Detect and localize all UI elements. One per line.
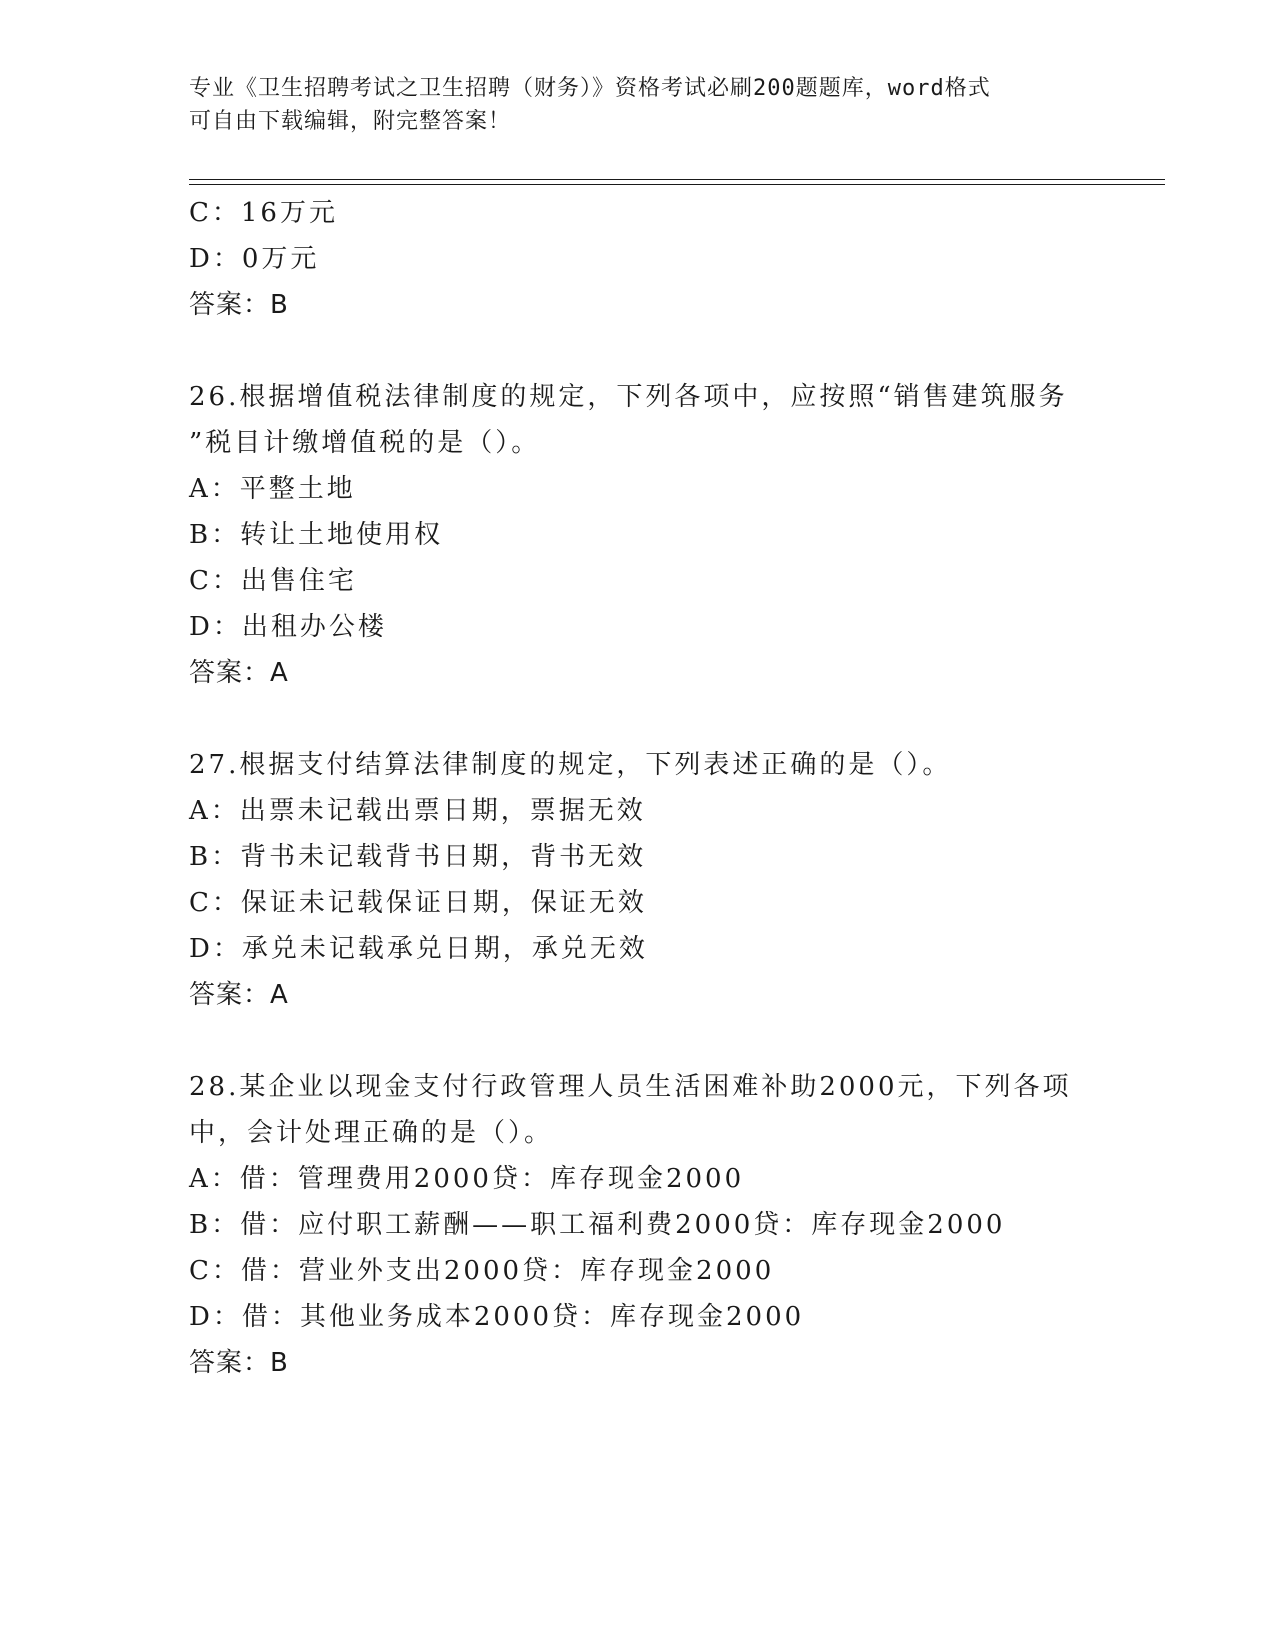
option-d: D：出租办公楼 [189,612,387,642]
question-25-continued [189,190,1089,328]
question-stem: ”税目计缴增值税的是（）。 [189,428,541,458]
spacer [189,328,1089,374]
document-header [189,72,1079,138]
spacer [189,696,1089,742]
option-c: C：保证未记载保证日期，保证无效 [189,888,647,918]
question-26 [189,374,1089,696]
question-28 [189,1064,1089,1386]
option-c: C：借：营业外支出2000贷：库存现金2000 [189,1256,775,1286]
answer-line: 答案：B [189,290,289,320]
question-27 [189,742,1089,1018]
option-b: B：转让土地使用权 [189,520,444,550]
option-a: A：平整土地 [189,474,356,504]
spacer [189,1018,1089,1064]
option-d: D：借：其他业务成本2000贷：库存现金2000 [189,1302,805,1332]
header-divider-top [189,179,1165,180]
question-stem: 中，会计处理正确的是（）。 [189,1118,554,1148]
header-divider-bottom [189,184,1165,185]
option-c: C：出售住宅 [189,566,357,596]
header-line-1: 专业《卫生招聘考试之卫生招聘（财务）》资格考试必刷200题题库，word格式 [189,76,991,101]
question-stem: 28.某企业以现金支付行政管理人员生活困难补助2000元，下列各项 [189,1072,1072,1102]
document-body [189,190,1089,1386]
option-a: A：出票未记载出票日期，票据无效 [189,796,646,826]
option-b: B：借：应付职工薪酬——职工福利费2000贷：库存现金2000 [189,1210,1006,1240]
header-line-2: 可自由下载编辑，附完整答案！ [189,109,512,134]
option-d: D：0万元 [189,244,320,274]
answer-line: 答案：B [189,1348,289,1378]
option-c: C：16万元 [189,198,338,228]
question-stem: 26.根据增值税法律制度的规定，下列各项中，应按照“销售建筑服务 [189,382,1068,412]
question-stem: 27.根据支付结算法律制度的规定，下列表述正确的是（）。 [189,750,952,780]
answer-line: 答案：A [189,658,289,688]
option-d: D：承兑未记载承兑日期，承兑无效 [189,934,648,964]
answer-line: 答案：A [189,980,289,1010]
option-a: A：借：管理费用2000贷：库存现金2000 [189,1164,745,1194]
option-b: B：背书未记载背书日期，背书无效 [189,842,647,872]
